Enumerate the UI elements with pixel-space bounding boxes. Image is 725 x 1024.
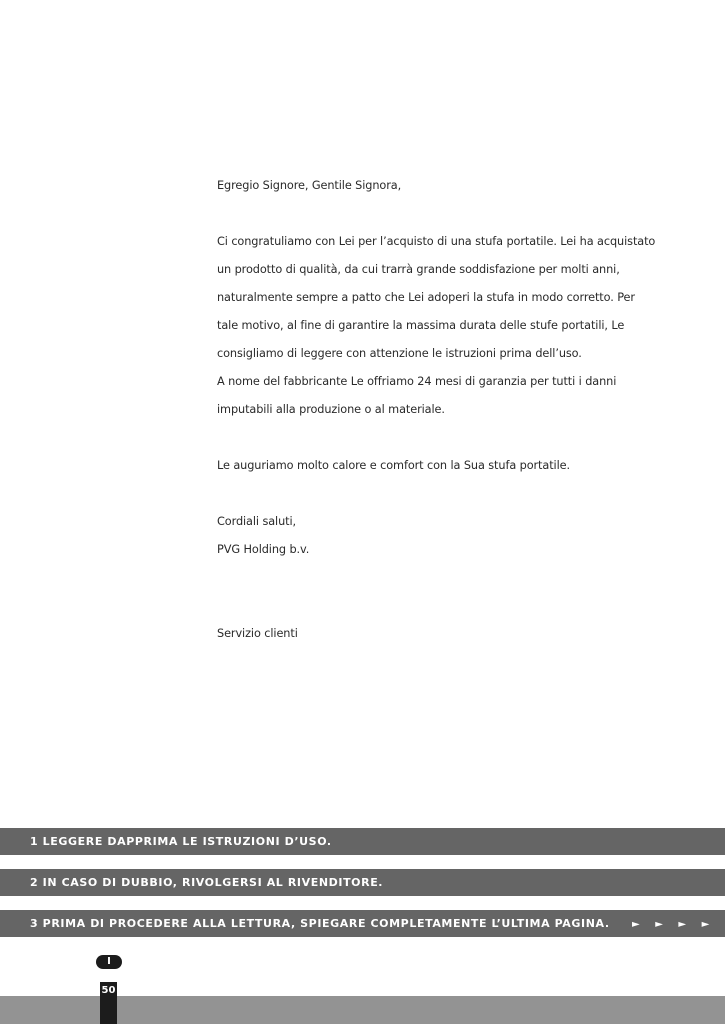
closing-line: Cordiali saluti,	[217, 515, 297, 528]
right-arrow-icon: ►	[678, 919, 687, 930]
instruction-banner-1	[0, 828, 725, 855]
paragraph-line: Ci congratuliamo con Lei per l’acquisto di una stufa portatile. Lei ha acquistato	[217, 235, 656, 248]
department-name: Servizio clienti	[217, 627, 298, 640]
paragraph-line: tale motivo, al fine di garantire la massima durata delle stufe portatili, Le	[217, 319, 625, 332]
arrows-group	[620, 911, 709, 939]
instruction-text: 1 LEGGERE DAPPRIMA LE ISTRUZIONI D’USO.	[30, 835, 332, 848]
instruction-banner-2	[0, 869, 725, 896]
instruction-text: 2 IN CASO DI DUBBIO, RIVOLGERSI AL RIVENDITORE.	[30, 876, 384, 889]
paragraph-line: naturalmente sempre a patto che Lei adoperi la stufa in modo corretto. Per	[217, 291, 635, 304]
wish-line: Le auguriamo molto calore e comfort con la Sua stufa portatile.	[217, 459, 570, 472]
company-name: PVG Holding b.v.	[217, 543, 310, 556]
paragraph-line: A nome del fabbricante Le offriamo 24 mesi di garanzia per tutti i danni	[217, 375, 617, 388]
right-arrow-icon: ►	[632, 919, 640, 930]
paragraph-line: imputabili alla produzione o al materiale.	[217, 403, 445, 416]
right-arrow-icon: ►	[655, 919, 663, 930]
instruction-banner-3	[0, 910, 725, 937]
salutation: Egregio Signore, Gentile Signora,	[217, 179, 402, 192]
paragraph-line: consigliamo di leggere con attenzione le istruzioni prima dell’uso.	[217, 347, 582, 360]
instruction-text: 3 PRIMA DI PROCEDERE ALLA LETTURA, SPIEGARE COMPLETAMENTE L’ULTIMA PAGINA.	[30, 917, 610, 930]
page-number: 50	[100, 982, 117, 1024]
language-badge: I	[96, 955, 122, 969]
paragraph-line: un prodotto di qualità, da cui trarrà grande soddisfazione per molti anni,	[217, 263, 620, 276]
right-arrow-icon: ►	[701, 919, 710, 930]
